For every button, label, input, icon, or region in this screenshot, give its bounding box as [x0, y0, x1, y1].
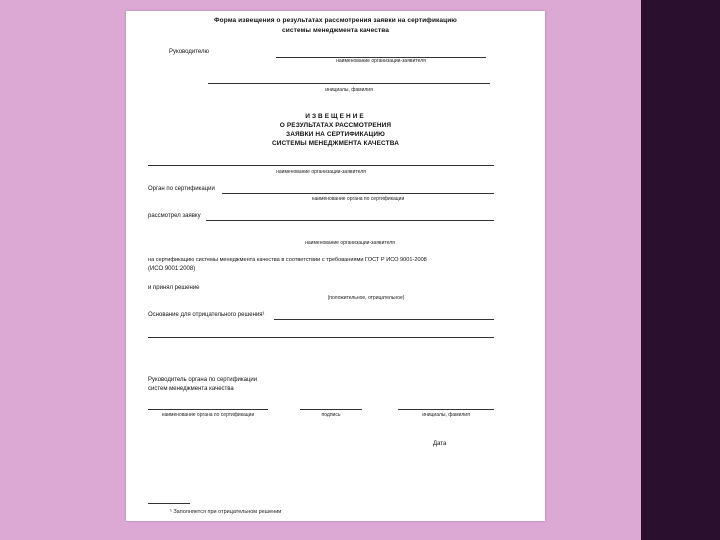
basis-line-2	[148, 337, 494, 338]
form-title-line-2: системы менеджмента качества	[282, 27, 389, 34]
sig-caption-name: инициалы, фамилия	[422, 412, 470, 418]
decision-caption: наименование организации-заявителя	[305, 240, 395, 246]
basis-line-1	[274, 319, 494, 320]
cert-body-caption: наименование органа по сертификации	[311, 196, 405, 202]
addressee-name-line	[208, 83, 490, 84]
cert-body-line	[222, 193, 494, 194]
decision-line	[206, 220, 494, 221]
scope-text-line-2: (ИСО 9001:2008)	[148, 266, 196, 272]
applicant-line	[148, 165, 494, 166]
signatory-line-1: Руководитель органа по сертификации	[148, 377, 258, 383]
document-page	[126, 11, 545, 521]
applicant-caption: наименование организации-заявителя	[276, 169, 366, 175]
footnote-separator	[148, 503, 190, 504]
addressee-label: Руководителю	[169, 49, 210, 55]
sig-line-org	[148, 409, 268, 410]
form-title-line-1: Форма извещения о результатах рассмотрения заявки на сертификацию	[214, 17, 457, 24]
dark-side-panel	[641, 0, 720, 540]
notice-title-line-4: СИСТЕМЫ МЕНЕДЖМЕНТА КАЧЕСТВА	[271, 140, 399, 147]
notice-title-line-2: О РЕЗУЛЬТАТАХ РАССМОТРЕНИЯ	[279, 122, 392, 129]
notice-title-line-1: ИЗВЕЩЕНИЕ	[305, 113, 366, 120]
scope-text-line-1: на сертификацию системы менеджмента качества в соответствии с требованиями ГОСТ Р ИСО 9001-2008	[148, 257, 427, 263]
footnote: ¹ Заполняется при отрицательном решении	[170, 509, 282, 515]
addressee-name-caption: инициалы, фамилия	[325, 87, 373, 93]
notice-title-line-3: ЗАЯВКИ НА СЕРТИФИКАЦИЮ	[286, 131, 385, 138]
addressee-org-caption: наименование организации-заявителя	[336, 58, 426, 64]
basis-label: Основание для отрицательного решения¹	[148, 312, 265, 318]
sig-caption-org: наименование органа по сертификации	[161, 412, 255, 418]
date-label: Дата	[433, 441, 447, 447]
cert-body-label: Орган по сертификации	[148, 186, 215, 192]
sig-line-name	[398, 409, 494, 410]
decision-made-caption: (положительное, отрицательное)	[327, 295, 405, 301]
decision-made-label: и принял решение	[148, 285, 200, 291]
decision-label: рассмотрел заявку	[148, 213, 201, 219]
signatory-line-2: систем менеджмента качества	[148, 386, 234, 392]
sig-caption-signature: подпись	[321, 412, 341, 418]
sig-line-signature	[300, 409, 362, 410]
